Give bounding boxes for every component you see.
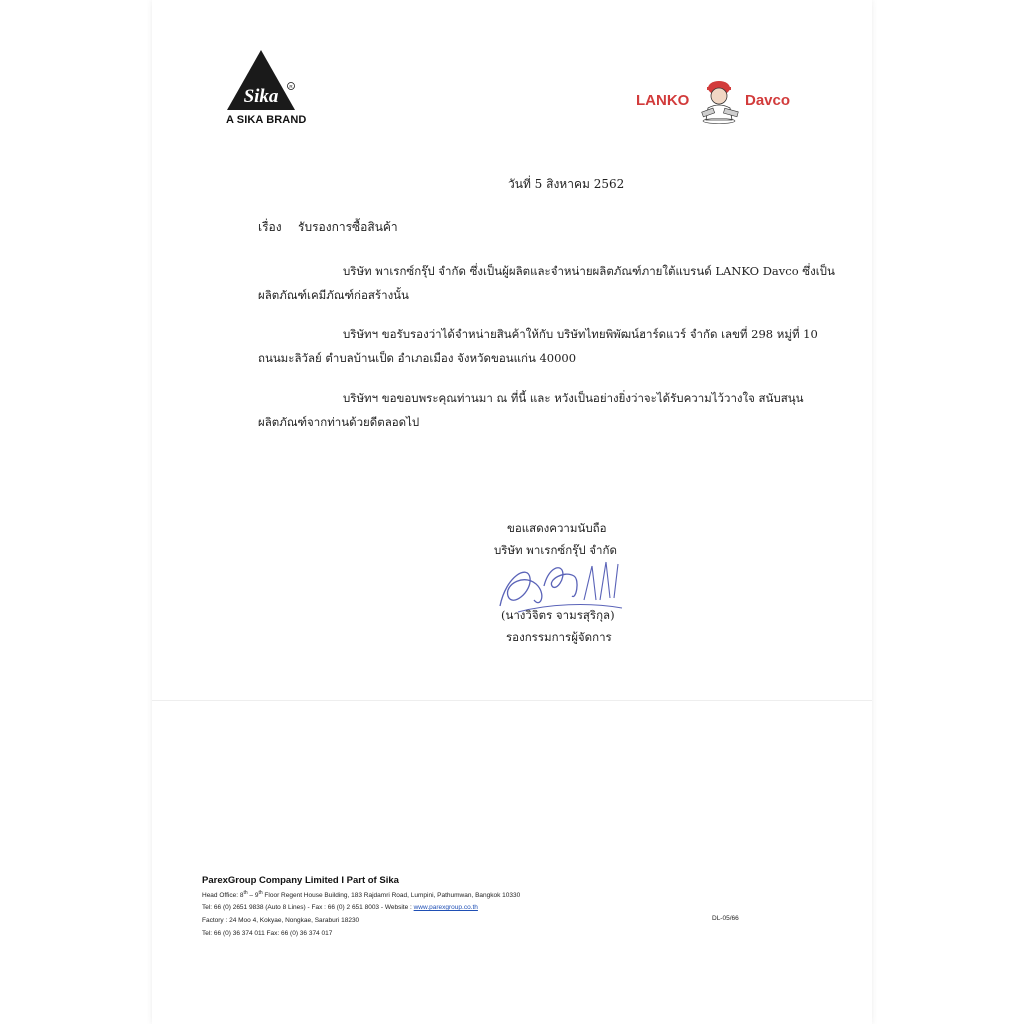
closing-company: บริษัท พาเรกซ์กรุ๊ป จำกัด [494, 543, 617, 557]
footer-company-name: ParexGroup Company Limited I Part of Sika [202, 875, 399, 886]
sika-logo-text: Sika [243, 86, 279, 107]
lanko-davco-mascot-icon [694, 76, 744, 124]
sika-logo-icon [225, 48, 297, 112]
davco-logo-text: Davco [745, 92, 791, 109]
letter-date: วันที่ 5 สิงหาคม 2562 [508, 177, 625, 191]
document-code: DL-05/66 [712, 915, 739, 922]
subject-text: รับรองการซื้อสินค้า [298, 220, 398, 234]
footer-contact: Tel: 66 (0) 2651 9838 (Auto 8 Lines) - Fax : 66 (0) 2 651 8003 - Website : www.parexgroup.co.th [202, 904, 478, 911]
paper-fold-line [152, 700, 872, 701]
footer-factory: Factory : 24 Moo 4, Kokyae, Nongkae, Saraburi 18230 [202, 917, 360, 924]
letter-paper [152, 0, 872, 1024]
closing-text: ขอแสดงความนับถือ [507, 521, 607, 535]
paragraph1-line2: ผลิตภัณฑ์เคมีภัณฑ์ก่อสร้างนั้น [258, 288, 409, 302]
paragraph2-line2: ถนนมะลิวัลย์ ตำบลบ้านเป็ด อำเภอเมือง จังหวัดขอนแก่น 40000 [258, 351, 577, 365]
paragraph3-line1: บริษัทฯ ขอขอบพระคุณท่านมา ณ ที่นี้ และ หวังเป็นอย่างยิ่งว่าจะได้รับความไว้วางใจ สนับสนุน [343, 391, 804, 405]
svg-text:R: R [289, 84, 293, 89]
signer-title: รองกรรมการผู้จัดการ [506, 630, 612, 644]
signer-name: (นางวิจิตร จามรสุริกุล) [501, 608, 615, 622]
paragraph2-line1: บริษัทฯ ขอรับรองว่าได้จำหน่ายสินค้าให้กับ บริษัทไทยพิพัฒน์ฮาร์ดแวร์ จำกัด เลขที่ 298 หมู่ที่ 10 [343, 327, 818, 341]
footer-factory-tel: Tel: 66 (0) 36 374 011 Fax: 66 (0) 36 374 017 [202, 930, 333, 937]
subject-label: เรื่อง [258, 220, 282, 234]
lanko-logo-text: LANKO [636, 92, 690, 109]
paragraph3-line2: ผลิตภัณฑ์จากท่านด้วยดีตลอดไป [258, 415, 420, 429]
footer-head-office: Head Office: 8th – 9th Floor Regent House Building, 183 Rajdamri Road, Lumpini, Pathumwan, Bangkok 10330 [202, 890, 521, 900]
footer-website-link[interactable]: www.parexgroup.co.th [413, 904, 478, 911]
paragraph1-line1: บริษัท พาเรกซ์กรุ๊ป จำกัด ซึ่งเป็นผู้ผลิตและจำหน่ายผลิตภัณฑ์ภายใต้แบรนด์ LANKO Davco ซึ่งเป็น [343, 264, 835, 278]
sika-brand-label: A SIKA BRAND [226, 114, 307, 126]
